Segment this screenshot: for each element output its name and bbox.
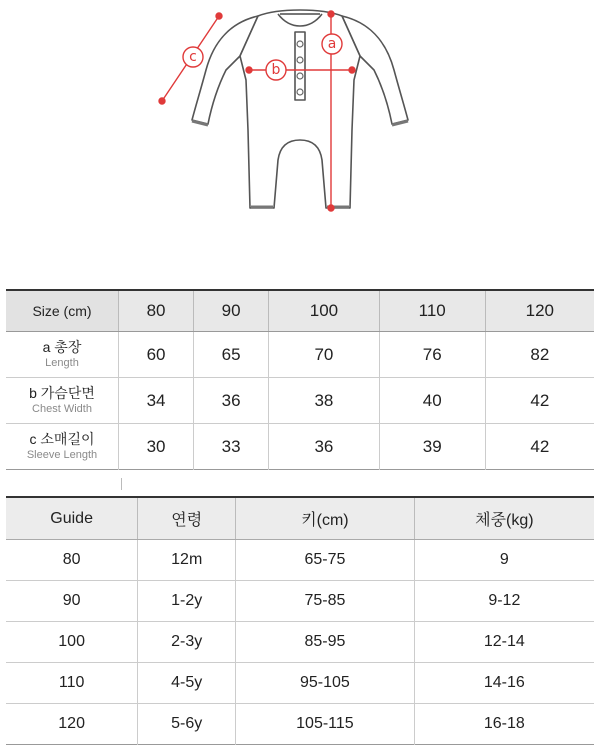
row-label-en: Sleeve Length [26,449,98,462]
table-cell: 75-85 [236,581,414,622]
size-header-cell: 120 [485,290,594,332]
table-cell: 40 [379,378,485,424]
row-label-ko: a 총장 [42,339,82,356]
table-cell: 12-14 [414,622,594,663]
guide-header-cell: Guide [6,497,138,540]
table-cell: 42 [485,378,594,424]
table-cell: 2-3y [138,622,236,663]
marker-b-label: b [271,62,281,78]
size-header-label: Size (cm) [6,290,119,332]
guide-header-cell: 연령 [138,497,236,540]
table-row [6,581,594,622]
size-header-cell: 100 [269,290,380,332]
marker-a-label: a [327,36,337,52]
row-label-en: Length [45,357,79,370]
divider [121,478,122,490]
size-header-cell: 90 [194,290,269,332]
row-label-ko: c 소매길이 [29,431,95,448]
table-cell: 39 [379,424,485,470]
table-cell: 85-95 [236,622,414,663]
table-row [6,332,594,378]
table-cell: 65-75 [236,540,414,581]
table-row [6,622,594,663]
table-cell: 16-18 [414,704,594,745]
table-cell: 105-115 [236,704,414,745]
row-label-en: Chest Width [32,403,92,416]
table-row [6,424,594,470]
row-label-sleeve [6,424,119,470]
row-label-length [6,332,119,378]
row-label-ko: b 가슴단면 [29,385,95,402]
table-cell: 4-5y [138,663,236,704]
table-cell: 36 [269,424,380,470]
romper-illustration [0,0,600,230]
table-cell: 100 [6,622,138,663]
table-cell: 120 [58,715,85,732]
table-cell: 90 [6,581,138,622]
table-cell: 5-6y [138,704,236,745]
table-cell: 60 [119,332,194,378]
table-cell: 9-12 [414,581,594,622]
guide-table [6,496,594,745]
table-cell: 36 [194,378,269,424]
marker-c-label: c [189,49,197,65]
table-cell: 70 [269,332,380,378]
guide-table-header-row [6,497,594,540]
table-cell: 110 [6,663,138,704]
table-cell: 30 [119,424,194,470]
table-cell: 76 [379,332,485,378]
size-table [6,289,594,470]
table-cell: 14-16 [414,663,594,704]
size-header-cell: 110 [379,290,485,332]
table-cell: 9 [414,540,594,581]
size-table-header-row [6,290,594,332]
table-cell: 82 [485,332,594,378]
guide-header-cell: 체중(kg) [414,497,594,540]
table-row [6,663,594,704]
table-row [6,378,594,424]
table-cell: 80 [6,540,138,581]
table-row [6,704,594,745]
table-cell: 12m [138,540,236,581]
guide-header-cell: 키(cm) [236,497,414,540]
table-cell: 95-105 [236,663,414,704]
size-header-cell: 80 [119,290,194,332]
table-cell: 38 [269,378,380,424]
table-row [6,540,594,581]
row-label-chest [6,378,119,424]
table-cell: 33 [194,424,269,470]
garment-diagram [0,0,600,230]
table-cell: 42 [485,424,594,470]
table-cell: 1-2y [138,581,236,622]
table-cell: 65 [194,332,269,378]
table-cell: 34 [119,378,194,424]
